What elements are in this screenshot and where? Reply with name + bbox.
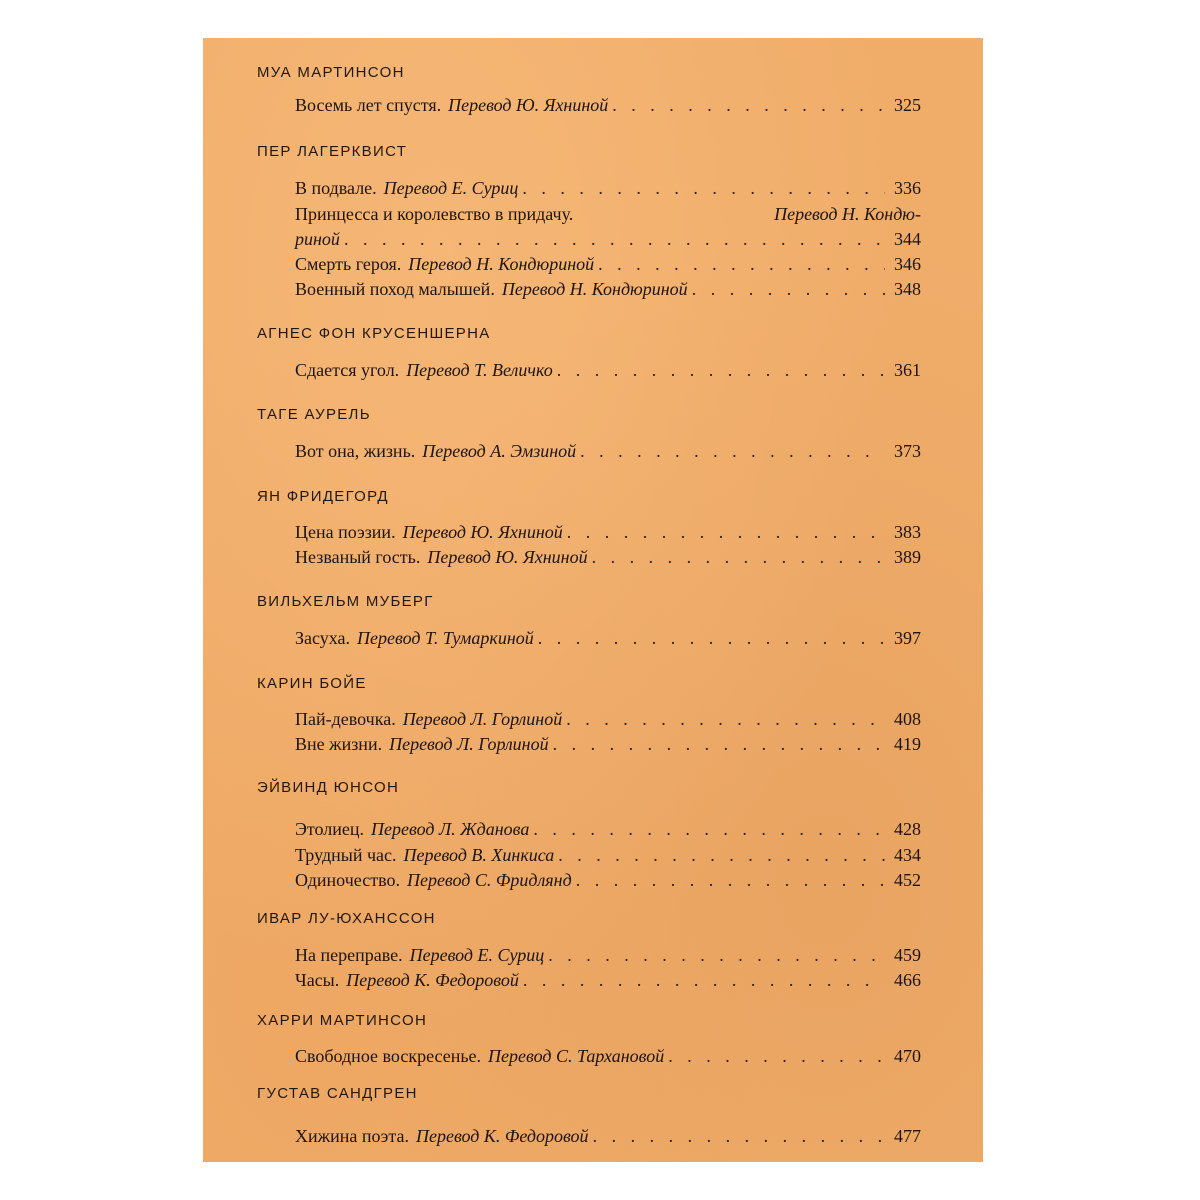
work-title: Трудный час.: [295, 845, 397, 865]
toc-entry: [295, 968, 921, 992]
work-title: Засуха.: [295, 628, 351, 648]
dot-leader: [533, 817, 885, 841]
translator: Перевод Н. Кондюриной: [408, 254, 595, 274]
work-title: Принцесса и королевство в придачу.: [295, 204, 574, 224]
dot-leader: [567, 520, 885, 544]
dot-leader: [593, 1124, 885, 1148]
page-number: 470: [894, 1046, 921, 1066]
work-title: Вне жизни.: [295, 734, 383, 754]
toc-entry: [295, 439, 921, 463]
page-number: 477: [894, 1126, 921, 1146]
author-heading: ХАРРИ МАРТИНСОН: [257, 1012, 428, 1029]
page-number: 408: [894, 709, 921, 729]
work-title: Этолиец.: [295, 819, 365, 839]
page-number: 383: [894, 522, 921, 542]
page-number: 344: [894, 229, 921, 249]
author-heading: МУА МАРТИНСОН: [257, 64, 405, 81]
page-number: 397: [894, 628, 921, 648]
work-title: Сдается угол.: [295, 360, 400, 380]
dot-leader: [592, 545, 885, 569]
translator: Перевод Ю. Яхниной: [402, 522, 563, 542]
page-number: 346: [894, 254, 921, 274]
work-title: Незваный гость.: [295, 547, 421, 567]
toc-entry: [295, 943, 921, 967]
toc-entry: [295, 545, 921, 569]
translator: Перевод Е. Суриц: [383, 178, 519, 198]
toc-entry: [295, 1124, 921, 1148]
toc-entry: [295, 626, 921, 650]
dot-leader: [558, 843, 885, 867]
page-number: 373: [894, 441, 921, 461]
dot-leader: [612, 93, 885, 117]
author-heading: АГНЕС ФОН КРУСЕНШЕРНА: [257, 325, 491, 342]
translator: Перевод В. Хинкиса: [403, 845, 555, 865]
author-heading: ЯН ФРИДЕГОРД: [257, 488, 389, 505]
toc-entry: [295, 868, 921, 892]
toc-entry: [295, 520, 921, 544]
work-title: Смерть героя.: [295, 254, 402, 274]
work-title: Часы.: [295, 970, 340, 990]
dot-leader: [557, 358, 885, 382]
author-heading: ИВАР ЛУ-ЮХАНССОН: [257, 910, 436, 927]
work-title: Одиночество.: [295, 870, 400, 890]
toc-entry: [295, 252, 921, 276]
page-number: 466: [894, 970, 921, 990]
translator: Перевод С. Тархановой: [488, 1046, 665, 1066]
book-page: [203, 38, 983, 1162]
work-title: В подвале.: [295, 178, 377, 198]
page-number: 336: [894, 178, 921, 198]
author-heading: ТАГЕ АУРЕЛЬ: [257, 406, 371, 423]
toc-entry-continuation: [295, 227, 921, 251]
translator: Перевод Л. Горлиной: [389, 734, 549, 754]
work-title: Вот она, жизнь.: [295, 441, 416, 461]
author-heading: ВИЛЬХЕЛЬМ МУБЕРГ: [257, 593, 434, 610]
dot-leader: [580, 439, 885, 463]
author-heading: ЭЙВИНД ЮНСОН: [257, 779, 400, 796]
work-title: Восемь лет спустя.: [295, 95, 442, 115]
dot-leader: [523, 968, 885, 992]
translator: Перевод А. Эмзиной: [422, 441, 577, 461]
translator: Перевод Л. Горлиной: [402, 709, 563, 729]
dot-leader: [553, 732, 885, 756]
author-heading: ПЕР ЛАГЕРКВИСТ: [257, 143, 408, 160]
dot-leader: [522, 176, 885, 200]
translator: Перевод Ю. Яхниной: [448, 95, 609, 115]
translator: Перевод Е. Суриц: [409, 945, 545, 965]
translator: Перевод Н. Кондю-: [774, 204, 921, 224]
dot-leader: [576, 868, 885, 892]
dot-leader: [598, 252, 885, 276]
work-title: Свободное воскресенье.: [295, 1046, 482, 1066]
translator: Перевод К. Федоровой: [415, 1126, 589, 1146]
toc-entry: [295, 93, 921, 117]
translator: Перевод Н. Кондюриной: [501, 279, 688, 299]
translator: Перевод С. Фридлянд: [406, 870, 572, 890]
dot-leader: [548, 943, 885, 967]
dot-leader: [344, 227, 885, 251]
work-title: Военный поход малышей.: [295, 279, 495, 299]
toc-entry: [295, 732, 921, 756]
work-title: На переправе.: [295, 945, 403, 965]
translator: Перевод Т. Величко: [406, 360, 553, 380]
translator-continuation: риной: [295, 229, 340, 249]
work-title: Пай-девочка.: [295, 709, 396, 729]
page-number: 389: [894, 547, 921, 567]
page-number: 348: [894, 279, 921, 299]
page-number: 459: [894, 945, 921, 965]
page-number: 419: [894, 734, 921, 754]
toc-entry: [295, 277, 921, 301]
page-number: 452: [894, 870, 921, 890]
page-number: 428: [894, 819, 921, 839]
toc-entry: [295, 843, 921, 867]
dot-leader: [566, 707, 885, 731]
translator: Перевод Ю. Яхниной: [427, 547, 588, 567]
author-heading: ГУСТАВ САНДГРЕН: [257, 1085, 418, 1102]
translator: Перевод Т. Тумаркиной: [357, 628, 534, 648]
page-number: 325: [894, 95, 921, 115]
toc-entry: [295, 1044, 921, 1068]
toc-entry: [295, 707, 921, 731]
toc-entry: [295, 817, 921, 841]
dot-leader: [538, 626, 885, 650]
dot-leader: [692, 277, 885, 301]
author-heading: КАРИН БОЙЕ: [257, 675, 367, 692]
translator: Перевод Л. Жданова: [371, 819, 530, 839]
toc-entry: [295, 176, 921, 200]
toc-entry: [295, 358, 921, 382]
work-title: Хижина поэта.: [295, 1126, 409, 1146]
page-number: 434: [894, 845, 921, 865]
dot-leader: [668, 1044, 885, 1068]
page-number: 361: [894, 360, 921, 380]
toc-entry-first-line: [295, 202, 921, 226]
work-title: Цена поэзии.: [295, 522, 396, 542]
translator: Перевод К. Федоровой: [346, 970, 519, 990]
